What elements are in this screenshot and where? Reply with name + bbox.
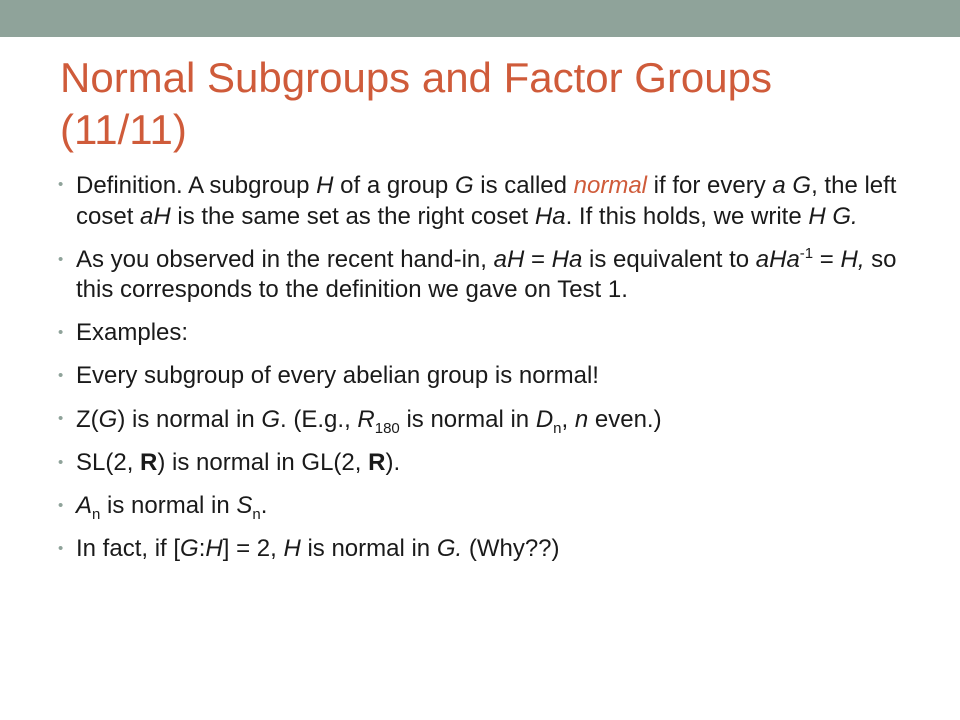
text: is normal in	[399, 406, 536, 433]
text: Every subgroup of every abelian group is normal!	[76, 362, 599, 389]
bullet-definition	[58, 170, 908, 232]
var-n: n	[574, 406, 589, 433]
var-H: H	[316, 172, 334, 199]
bullet-sl-gl	[58, 448, 908, 478]
text: is called	[473, 172, 574, 199]
text: As you observed in the recent hand-in,	[76, 246, 494, 273]
text: is equivalent to	[582, 246, 756, 273]
var-aHa: aHa	[755, 246, 800, 273]
var-H: H	[283, 535, 301, 562]
var-G: G	[180, 535, 199, 562]
subscript: n	[92, 505, 101, 523]
bullet-alternating	[58, 491, 908, 521]
subscript: n	[553, 419, 562, 437]
bullet-examples	[58, 318, 908, 348]
var-G: G.	[436, 535, 463, 562]
subscript: 180	[374, 419, 400, 437]
text: (Why??)	[462, 535, 560, 562]
reals-symbol: R	[140, 449, 158, 476]
bullet-center	[58, 404, 908, 435]
text: Z(	[76, 406, 99, 433]
var-G: G	[792, 172, 812, 199]
var-aH: aH	[140, 203, 171, 230]
text: =	[524, 246, 552, 273]
text: ,	[561, 406, 575, 433]
bullet-dot: •	[58, 367, 64, 384]
slide-title: Normal Subgroups and Factor Groups (11/11)	[60, 54, 773, 153]
bullet-index-two	[58, 534, 908, 564]
text: if for every	[647, 172, 773, 199]
bullet-abelian	[58, 361, 908, 391]
text: is normal in	[300, 535, 437, 562]
var-G: G	[261, 406, 281, 433]
bullet-dot: •	[58, 497, 64, 514]
var-R: R	[357, 406, 375, 433]
bullet-dot: •	[58, 454, 64, 471]
text: . (E.g.,	[280, 406, 358, 433]
text: ] = 2,	[222, 535, 284, 562]
text: , the left coset	[76, 172, 897, 230]
var-A: A	[76, 492, 93, 519]
text: SL(2,	[76, 449, 141, 476]
text: is the same set as the right coset	[170, 203, 535, 230]
var-Ha: Ha	[534, 203, 566, 230]
var-G: G.	[832, 203, 858, 230]
text: ) is normal in GL(2,	[157, 449, 369, 476]
text: ) is normal in	[117, 406, 262, 433]
top-accent-bar	[0, 0, 960, 37]
var-S: S	[236, 492, 253, 519]
text: Definition. A subgroup	[76, 172, 317, 199]
text: .	[260, 492, 268, 519]
var-G: G	[454, 172, 474, 199]
text: is normal in	[100, 492, 237, 519]
text: :	[198, 535, 206, 562]
var-G: G	[98, 406, 118, 433]
text: even.)	[588, 406, 662, 433]
bullet-dot: •	[58, 251, 64, 268]
bullet-dot: •	[58, 410, 64, 427]
var-H: H,	[840, 246, 865, 273]
bullet-dot: •	[58, 176, 64, 193]
text: . If this holds, we write	[565, 203, 809, 230]
bullet-hand-in	[58, 245, 908, 305]
term-normal: normal	[573, 172, 648, 199]
text: of a group	[333, 172, 455, 199]
var-aH: aH	[493, 246, 525, 273]
reals-symbol: R	[368, 449, 386, 476]
var-H: H	[808, 203, 826, 230]
bullet-list	[58, 170, 908, 577]
var-a: a	[772, 172, 786, 199]
bullet-dot: •	[58, 324, 64, 341]
text: =	[813, 246, 841, 273]
var-D: D	[535, 406, 554, 433]
text: ).	[385, 449, 401, 476]
superscript: -1	[799, 245, 814, 262]
text: so this corresponds to the definition we gave on Test 1.	[76, 246, 897, 303]
bullet-dot: •	[58, 540, 64, 557]
text: Examples:	[76, 319, 189, 346]
subscript: n	[252, 505, 261, 523]
var-H: H	[205, 535, 223, 562]
var-Ha: Ha	[551, 246, 583, 273]
text: In fact, if [	[76, 535, 181, 562]
